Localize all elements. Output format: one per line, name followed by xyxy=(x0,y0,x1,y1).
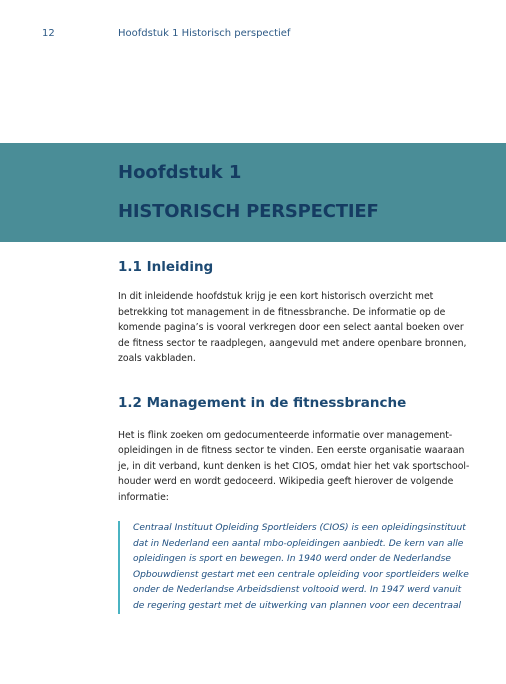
text-line: Het is flink zoeken om gedocumenteerde informatie over management- xyxy=(118,429,453,441)
quote-line: Centraal Instituut Opleiding Sportleiders (CIOS) is een opleidingsinstituut xyxy=(133,523,466,533)
text-line: opleidingen in de fitness sector te vinden. Een eerste organisatie waaraan xyxy=(118,445,465,456)
text-line: zoals vakbladen. xyxy=(118,353,196,364)
chapter-banner xyxy=(0,143,506,242)
section-heading-inleiding: 1.1 Inleiding xyxy=(118,259,214,275)
text-line: In dit inleidende hoofdstuk krijg je een kort historisch overzicht met xyxy=(118,291,434,302)
page-number: 12 xyxy=(42,28,55,39)
quote-line: dat in Nederland een aantal mbo-opleidingen aanbiedt. De kern van alle xyxy=(133,538,464,549)
text-line: komende pagina’s is vooral verkregen door een select aantal boeken over xyxy=(118,322,464,333)
text-line: betrekking tot management in de fitnessbranche. De informatie op de xyxy=(118,306,446,318)
running-header: Hoofdstuk 1 Historisch perspectief xyxy=(118,28,291,39)
section-paragraph-inleiding xyxy=(118,289,467,367)
quote-line: onder de Nederlandse Arbeidsdienst voltooid werd. In 1947 werd vanuit xyxy=(133,585,462,595)
chapter-label: Hoofdstuk 1 xyxy=(118,162,242,183)
page-content xyxy=(118,259,470,614)
text-line: je, in dit verband, kunt denken is het CIOS, omdat hier het vak sportschool- xyxy=(118,460,470,472)
quote-text xyxy=(133,521,469,614)
chapter-title: HISTORISCH PERSPECTIEF xyxy=(118,201,379,222)
section-heading-management: 1.2 Management in de fitnessbranche xyxy=(118,394,407,411)
text-line: informatie: xyxy=(118,491,169,503)
quote-line: opleidingen is sport en bewegen. In 1940 werd onder de Nederlandse xyxy=(133,554,451,564)
wikipedia-quote xyxy=(118,521,469,614)
section-paragraph-management xyxy=(118,428,470,506)
text-line: houder werd en wordt gedoceerd. Wikipedia geeft hierover de volgende xyxy=(118,476,454,487)
quote-line: Opbouwdienst gestart met een centrale opleiding voor sportleiders welke xyxy=(133,569,469,580)
quote-line: de regering gestart met de uitwerking van plannen voor een decentraal xyxy=(133,600,462,611)
text-line: de fitness sector te raadplegen, aangevuld met andere openbare bronnen, xyxy=(118,337,467,349)
